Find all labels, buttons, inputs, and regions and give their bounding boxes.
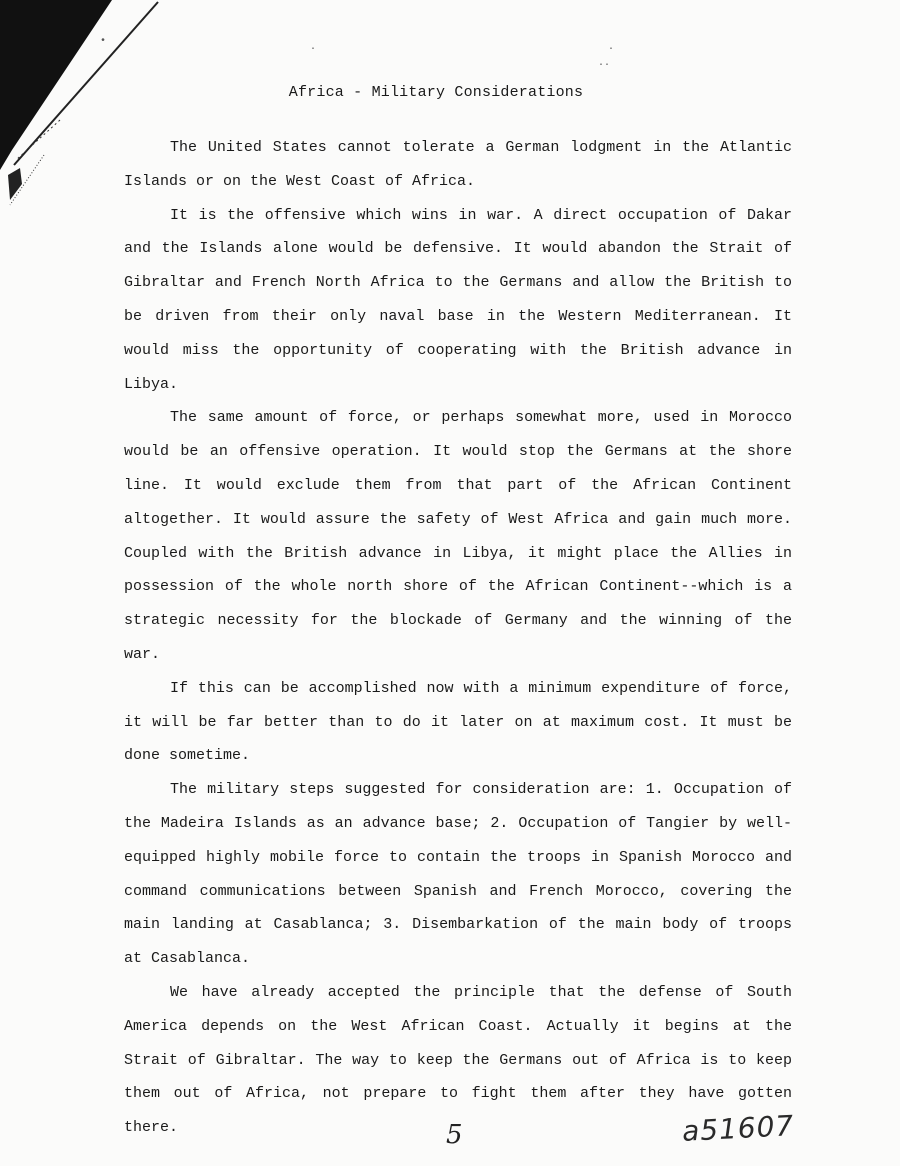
paragraph-6: We have already accepted the principle that the defense of South America depends on the West African Coast. Actually it begins at the Strait of Gibraltar. The way to keep the Germans out of Africa is to keep them out of Africa, not prepare to fight them after they have gotten there. bbox=[124, 983, 792, 1137]
document-page: · · ·· • Africa - Military Considerations The United States cannot tolerate a German lodgment in the Atlantic Islands or on the West Coast of Africa. It is the offensive which wins in war. A direct occupation of Dakar and the Islands alone would be defensive. It would abandon the Strait of Gibraltar and French North Africa to the Germans and allow the British to be driven from their only naval base in the Western Mediterranean. It would miss the opportunity of cooperating with the British advance in Libya. The same amount of force, or perhaps somewhat more, used in Morocco would be an offensive operation. It would stop the Germans at the shore line. It would exclude them from that part of the African Continent altogether. It would assure the safety of West Africa and gain much more. Coupled with the British advance in Libya, it might place the Allies in possession of the whole north shore of the African Continent--which is a strategic necessity for the blockade of Germany and the winning of the war. If this can be accomplished now with a minimum expenditure of force, it will be far better than to do it later on at maximum cost. It must be done sometime. The military steps suggested for consideration are: 1. Occupation of the Madeira Islands as an advance base; 2. Occupation of Tangier by well-equipped highly mobile force to contain the troops in Spanish Morocco and command communications between Spanish and French Morocco, covering the main landing at Casablanca; 3. Disembarkation of the main body of troops at Casablanca. We have already accepted the principle that the defense of South America depends on the West African Coast. Actually it begins at the Strait of Gibraltar. The way to keep the Germans out of Africa is to keep them out of Africa, not prepare to fight them after they have gotten there. 5 a51607 bbox=[0, 0, 900, 1166]
paragraph-3: The same amount of force, or perhaps somewhat more, used in Morocco would be an offensive operation. It would stop the Germans at the shore line. It would exclude them from that part of the African Continent altogether. It would assure the safety of West Africa and gain much more. Coupled with the British advance in Libya, it might place the Allies in possession of the whole north shore of the African Continent--which is a strategic necessity for the blockade of Germany and the winning of the war. bbox=[124, 409, 792, 663]
document-title: Africa - Military Considerations bbox=[288, 84, 584, 101]
paragraph-1: The United States cannot tolerate a German lodgment in the Atlantic Islands or on the West Coast of Africa. bbox=[124, 139, 792, 190]
document-body bbox=[124, 131, 792, 1145]
handwritten-page-number: 5 bbox=[446, 1120, 463, 1150]
paragraph-5: The military steps suggested for consideration are: 1. Occupation of the Madeira Islands as an advance base; 2. Occupation of Tangier by well-equipped highly mobile force to contain the troops in Spanish Morocco and command communications between Spanish and French Morocco, covering the main landing at Casablanca; 3. Disembarkation of the main body of troops at Casablanca. bbox=[124, 781, 792, 968]
paragraph-2: It is the offensive which wins in war. A direct occupation of Dakar and the Islands alone would be defensive. It would abandon the Strait of Gibraltar and French North Africa to the Germans and allow the British to be driven from their only naval base in the Western Mediterranean. It would miss the opportunity of cooperating with the British advance in Libya. bbox=[124, 206, 792, 393]
handwritten-archive-number: a51607 bbox=[681, 1109, 796, 1148]
paragraph-4: If this can be accomplished now with a minimum expenditure of force, it will be far better than to do it later on at maximum cost. It must be done sometime. bbox=[124, 679, 792, 765]
